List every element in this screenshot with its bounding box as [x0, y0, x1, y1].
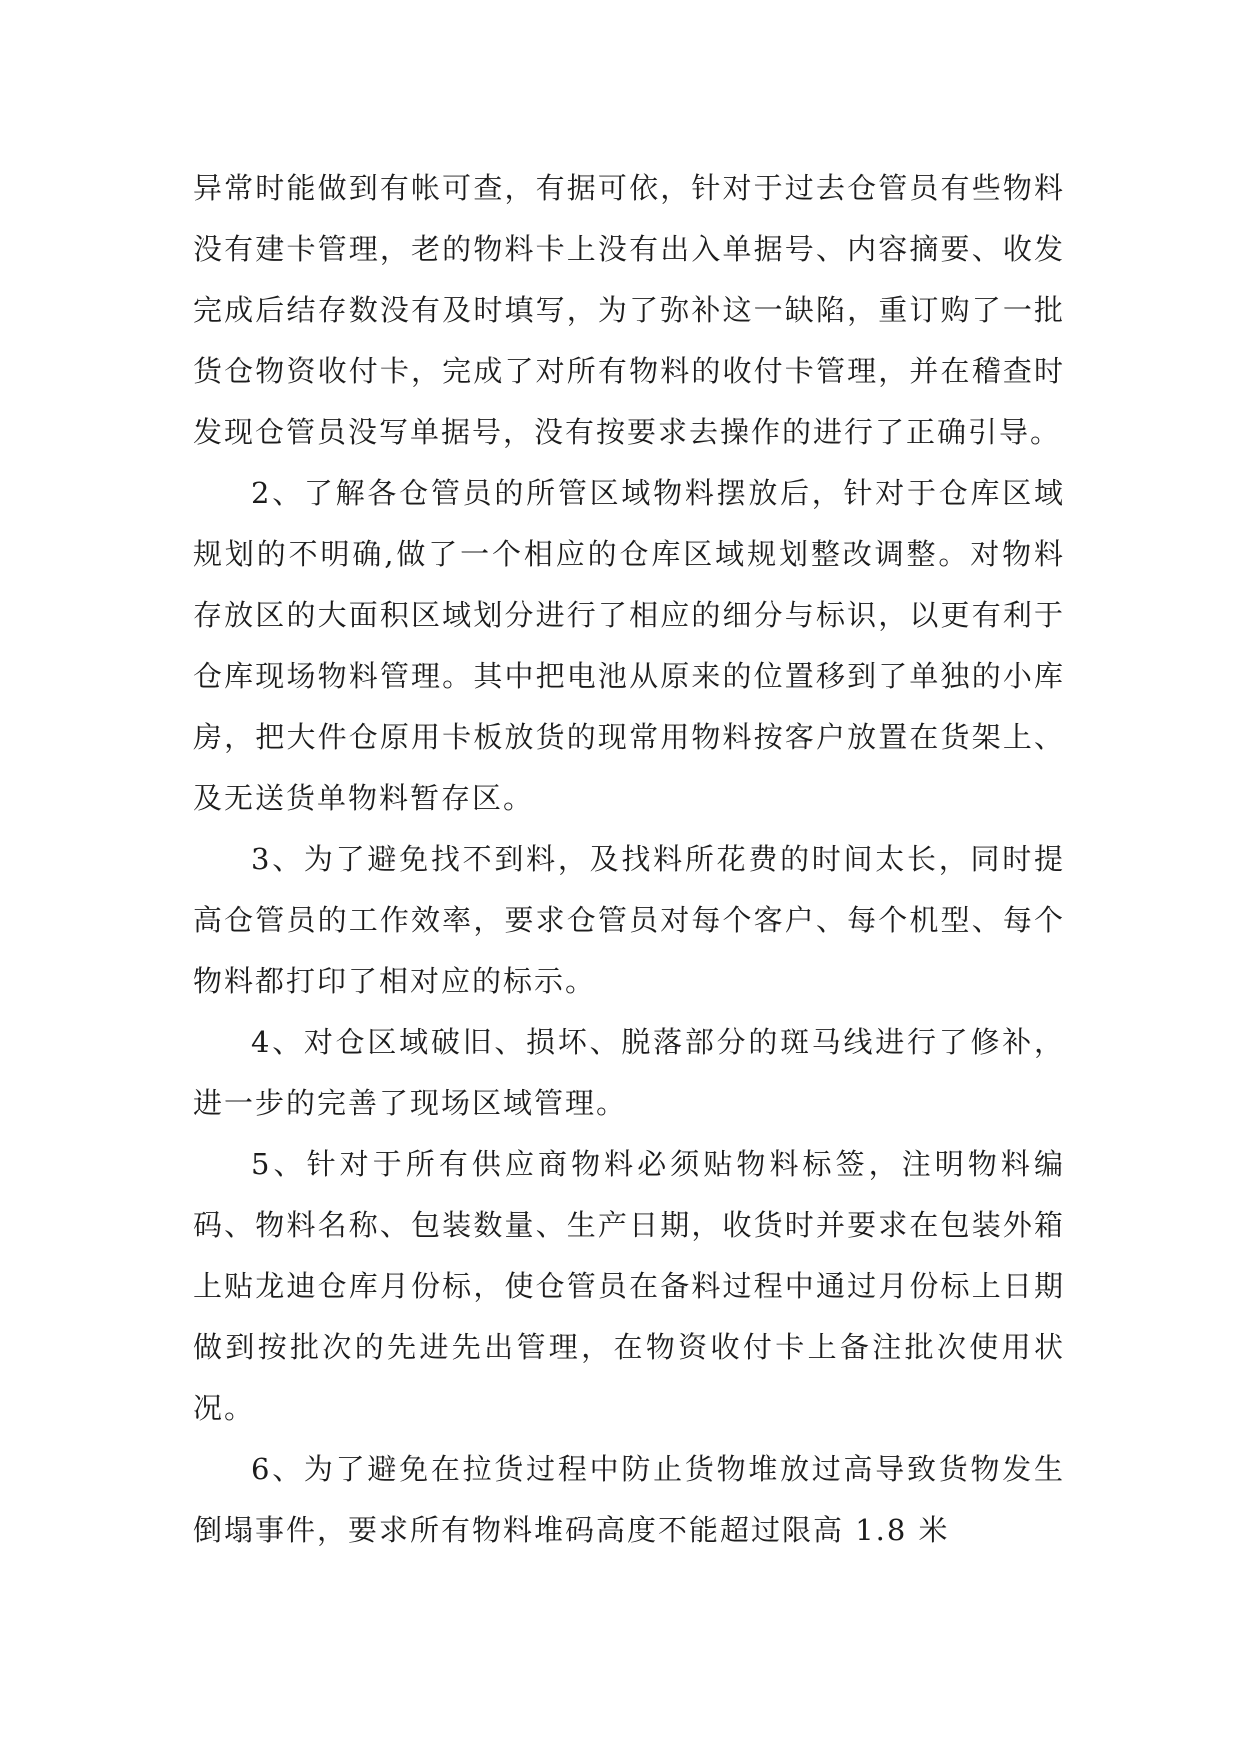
document-body [193, 158, 1065, 1561]
paragraph-6: 6、为了避免在拉货过程中防止货物堆放过高导致货物发生倒塌事件，要求所有物料堆码高度不能超过限高 1.8 米 [193, 1452, 1065, 1547]
paragraph-5: 5、针对于所有供应商物料必须贴物料标签，注明物料编码、物料名称、包装数量、生产日期，收货时并要求在包装外箱上贴龙迪仓库月份标，使仓管员在备料过程中通过月份标上日期做到按批次的先进先出管理，在物资收付卡上备注批次使用状况。 [193, 1147, 1065, 1425]
paragraph-1: 异常时能做到有帐可查，有据可依，针对于过去仓管员有些物料没有建卡管理，老的物料卡上没有出入单据号、内容摘要、收发完成后结存数没有及时填写，为了弥补这一缺陷，重订购了一批货仓物资收付卡，完成了对所有物料的收付卡管理，并在稽查时发现仓管员没写单据号，没有按要求去操作的进行了正确引导。 [193, 171, 1065, 449]
paragraph-2: 2、了解各仓管员的所管区域物料摆放后，针对于仓库区域规划的不明确,做了一个相应的仓库区域规划整改调整。对物料存放区的大面积区域划分进行了相应的细分与标识，以更有利于仓库现场物料管理。其中把电池从原来的位置移到了单独的小库房，把大件仓原用卡板放货的现常用物料按客户放置在货架上、及无送货单物料暂存区。 [193, 476, 1065, 815]
paragraph-4: 4、对仓区域破旧、损坏、脱落部分的斑马线进行了修补，进一步的完善了现场区域管理。 [193, 1025, 1065, 1120]
paragraph-3: 3、为了避免找不到料，及找料所花费的时间太长，同时提高仓管员的工作效率，要求仓管员对每个客户、每个机型、每个物料都打印了相对应的标示。 [193, 842, 1065, 998]
